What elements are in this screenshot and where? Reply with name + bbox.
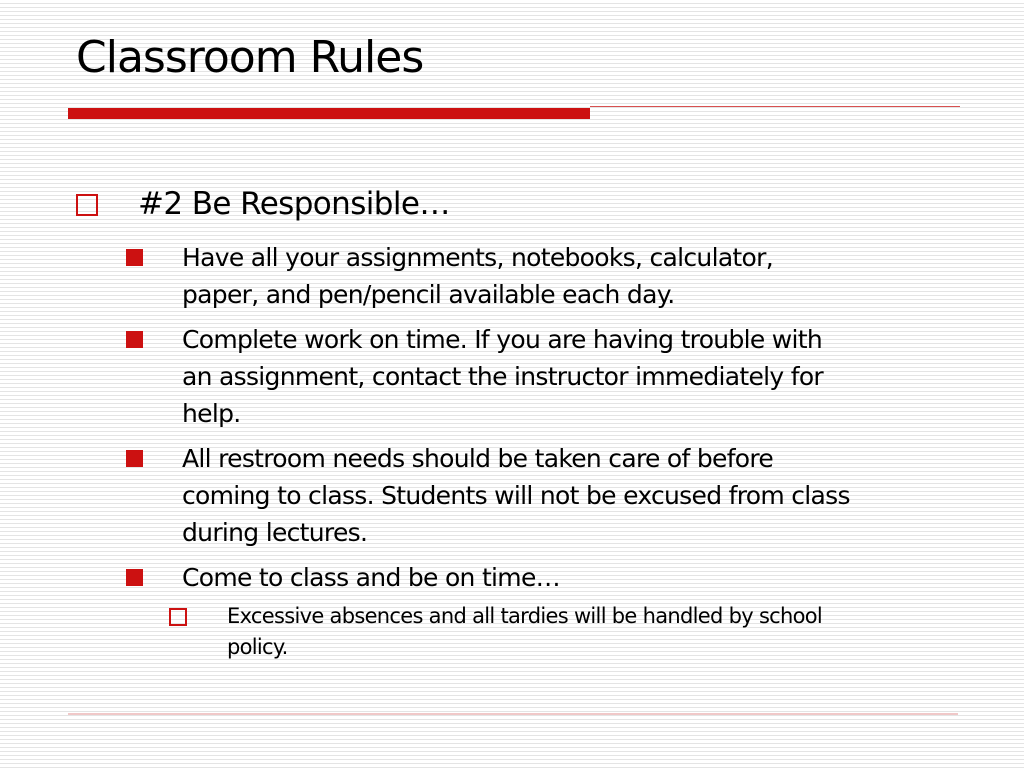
bullet-restroom xyxy=(182,440,850,551)
bullet-line: All restroom needs should be taken care of before xyxy=(182,444,774,473)
bullet-on-time xyxy=(182,559,560,596)
slide-title: Classroom Rules xyxy=(76,32,424,83)
bullet-line: during lectures. xyxy=(182,518,368,547)
title-underline-thick xyxy=(68,108,590,119)
bullet-line: paper, and pen/pencil available each day. xyxy=(182,280,675,309)
title-underline-thin xyxy=(590,106,960,107)
bullet-line: Complete work on time. If you are having trouble with xyxy=(182,325,823,354)
filled-square-bullet-icon xyxy=(126,450,143,467)
bullet-line: coming to class. Students will not be excused from class xyxy=(182,481,850,510)
filled-square-bullet-icon xyxy=(126,331,143,348)
bullet-complete-work xyxy=(182,321,823,432)
section-heading: #2 Be Responsible… xyxy=(138,186,450,222)
bullet-assignments xyxy=(182,239,773,313)
bullet-line: Excessive absences and all tardies will be handled by school xyxy=(227,604,823,628)
filled-square-bullet-icon xyxy=(126,569,143,586)
footer-divider xyxy=(68,713,958,715)
bullet-line: help. xyxy=(182,399,241,428)
bullet-line: policy. xyxy=(227,635,288,659)
hollow-square-bullet-icon xyxy=(76,194,98,216)
bullet-line: an assignment, contact the instructor immediately for xyxy=(182,362,824,391)
sub-bullet-absences xyxy=(227,601,822,663)
bullet-line: Have all your assignments, notebooks, calculator, xyxy=(182,243,773,272)
hollow-square-bullet-icon xyxy=(169,608,187,626)
bullet-line: Come to class and be on time… xyxy=(182,563,560,592)
filled-square-bullet-icon xyxy=(126,249,143,266)
